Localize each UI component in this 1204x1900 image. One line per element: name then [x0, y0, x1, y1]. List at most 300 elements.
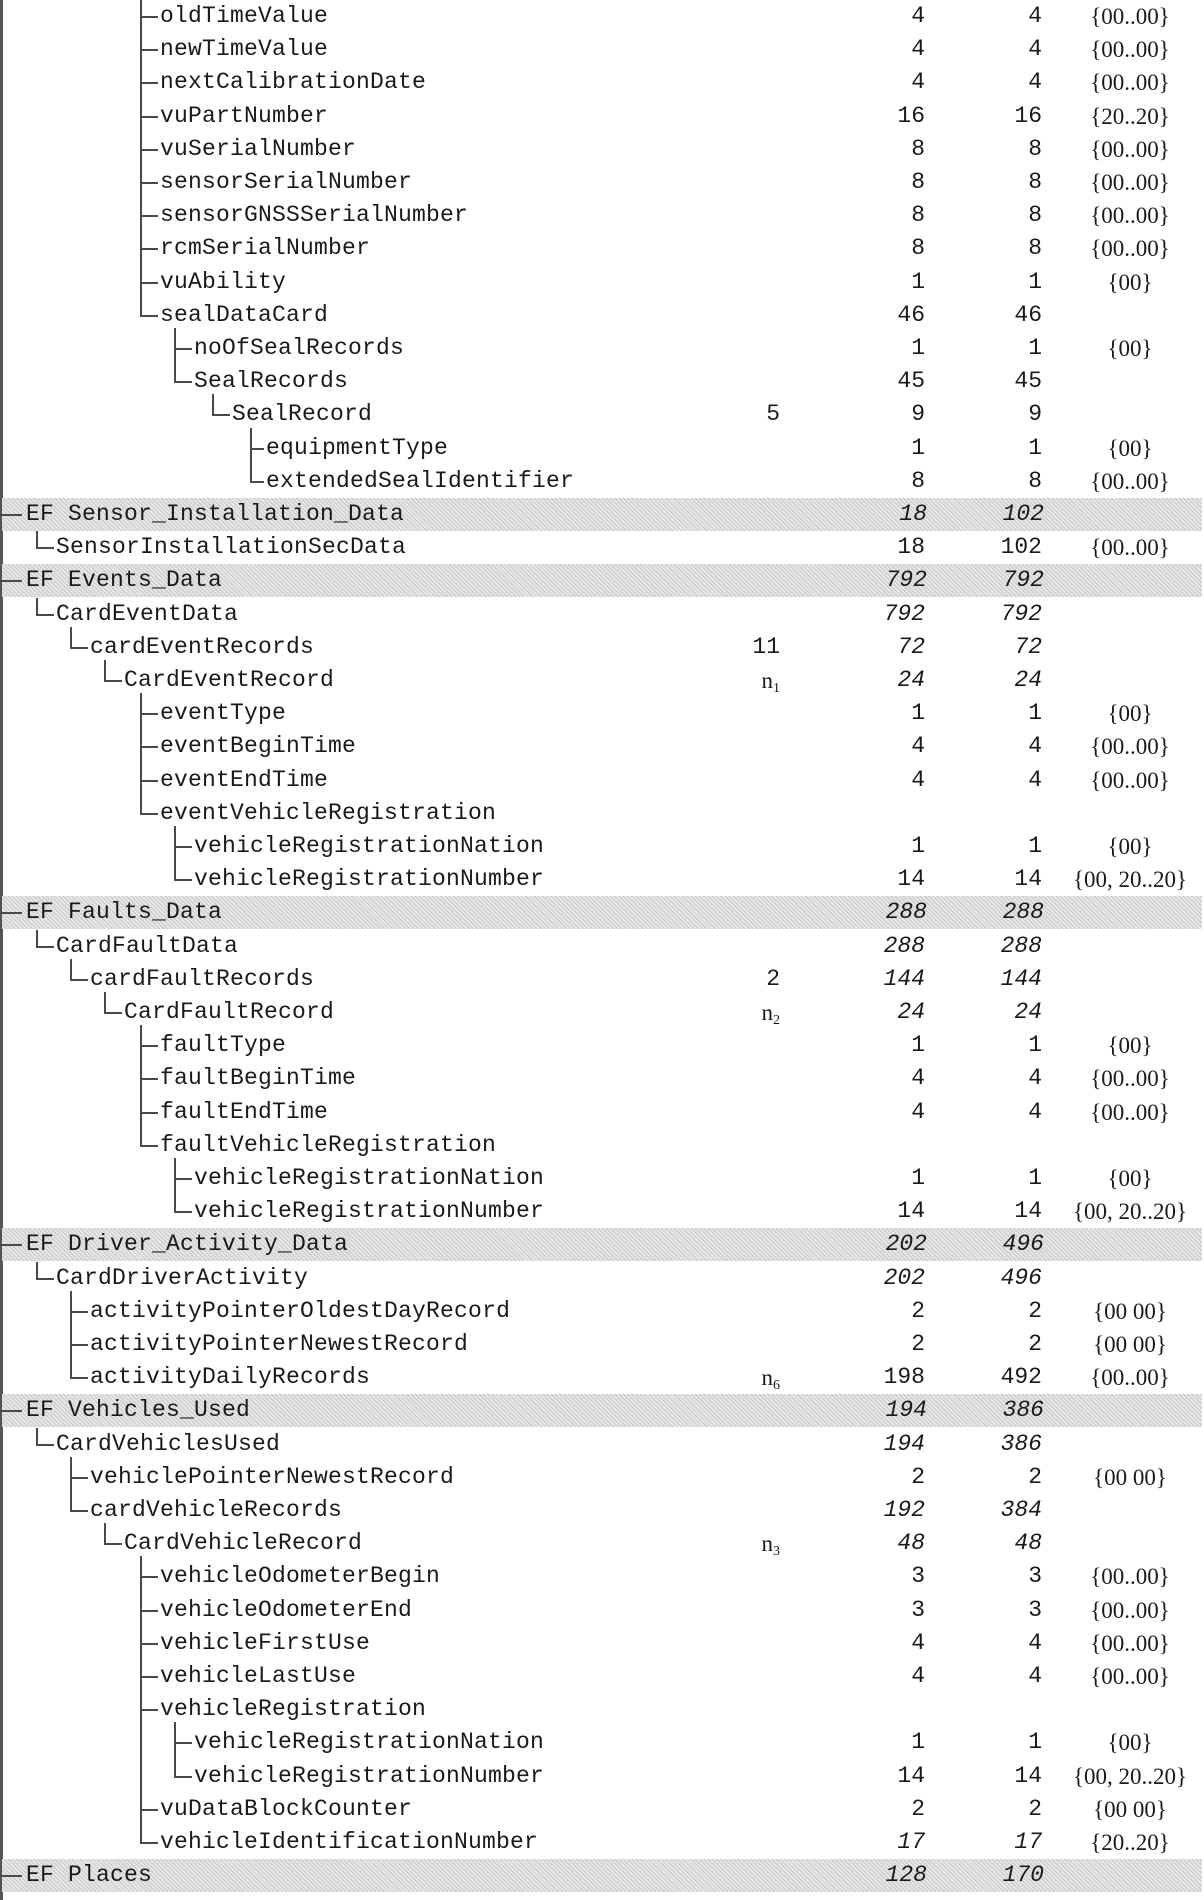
tree-branch — [140, 116, 158, 118]
default-value-cell: {00..00} — [1090, 4, 1170, 29]
tree-branch — [140, 746, 158, 748]
default-value-cell: {00..00} — [1090, 767, 1170, 793]
tree-line — [140, 149, 142, 183]
tree-branch — [0, 1410, 22, 1412]
tree-branch — [0, 1875, 22, 1877]
table-row — [0, 1494, 1204, 1527]
field-name: vehicleIdentificationNumber — [160, 1829, 539, 1855]
tree-line — [36, 531, 38, 548]
field-name: eventType — [160, 700, 287, 727]
tree-line — [140, 1576, 142, 1610]
tree-line — [70, 1457, 72, 1478]
min-size-cell: 8 — [911, 235, 925, 262]
ef-header-row — [2, 1859, 1202, 1892]
max-size-cell: 14 — [1014, 866, 1042, 893]
default-value-cell: {00..00} — [1090, 37, 1170, 63]
default-value-cell — [1055, 398, 1204, 431]
tree-branch — [140, 1842, 158, 1844]
max-size-cell: 384 — [1000, 1497, 1042, 1523]
max-size-cell: 72 — [1014, 633, 1042, 660]
field-name: sensorSerialNumber — [160, 169, 413, 195]
default-value-cell: {00..00} — [1090, 1597, 1170, 1623]
tree-branch — [174, 1776, 192, 1778]
min-size-cell: 4 — [911, 1629, 925, 1656]
tree-branch — [140, 282, 158, 284]
tree-line — [174, 826, 176, 847]
tree-line — [104, 660, 106, 681]
default-value-cell: {00} — [1107, 1166, 1153, 1191]
max-size-cell: 24 — [1014, 999, 1042, 1025]
table-row — [0, 1328, 1204, 1361]
default-value-cell: {00} — [1107, 1033, 1153, 1059]
max-size-cell — [950, 797, 1042, 830]
min-size-cell: 288 — [885, 899, 927, 926]
default-value-cell: {00} — [1107, 336, 1153, 361]
ef-header-row — [2, 564, 1202, 597]
table-row — [0, 199, 1204, 232]
tree-line — [140, 282, 142, 316]
occurrence-text: 5 — [766, 401, 780, 428]
tree-branch — [140, 1610, 158, 1612]
field-name: CardEventData — [56, 600, 239, 627]
tree-branch — [104, 680, 122, 682]
field-name: vehicleLastUse — [160, 1663, 357, 1689]
tree-line — [140, 1112, 142, 1146]
max-size-cell: 2 — [1028, 1795, 1042, 1822]
table-row — [0, 1793, 1204, 1826]
max-size-cell — [950, 1129, 1042, 1162]
field-name: faultBeginTime — [160, 1065, 357, 1092]
min-size-cell: 1 — [911, 1032, 925, 1059]
table-row — [0, 531, 1204, 564]
occurrence-cell — [700, 1527, 780, 1560]
field-name: EF Driver_Activity_Data — [26, 1231, 349, 1258]
tree-branch — [140, 713, 158, 715]
tree-branch — [140, 1078, 158, 1080]
occurrence-subscript: 3 — [773, 1544, 780, 1560]
max-size-cell: 4 — [1028, 766, 1042, 793]
min-size-cell: 14 — [897, 1198, 925, 1225]
min-size-cell: 202 — [883, 1264, 925, 1291]
tree-branch — [140, 813, 158, 815]
min-size-cell: 14 — [897, 866, 925, 893]
field-name: SealRecords — [194, 368, 349, 395]
table-row — [0, 1627, 1204, 1660]
occurrence-cell — [700, 1361, 780, 1394]
field-name: eventEndTime — [160, 766, 329, 793]
tree-branch — [140, 82, 158, 84]
max-size-cell: 8 — [1028, 235, 1042, 262]
field-name: CardFaultData — [56, 932, 239, 959]
tree-branch — [174, 1742, 192, 1744]
tree-branch — [70, 647, 88, 649]
max-size-cell: 1 — [1028, 700, 1042, 727]
max-size-cell: 170 — [1002, 1862, 1044, 1889]
max-size-cell: 45 — [1014, 368, 1042, 395]
max-size-cell: 46 — [1014, 301, 1042, 328]
min-size-cell: 2 — [911, 1463, 925, 1490]
default-value-cell — [1055, 299, 1204, 332]
field-name: faultType — [160, 1032, 287, 1059]
field-name: vehicleOdometerEnd — [160, 1596, 413, 1623]
max-size-cell: 4 — [1028, 1065, 1042, 1092]
default-value-cell: {00..00} — [1090, 734, 1170, 760]
min-size-cell: 18 — [899, 501, 927, 527]
default-value-cell: {00..00} — [1090, 1664, 1170, 1689]
max-size-cell: 4 — [1028, 36, 1042, 63]
default-value-cell: {00 00} — [1093, 1332, 1167, 1357]
tree-branch — [140, 1709, 158, 1711]
default-value-cell: {00..00} — [1090, 236, 1170, 262]
max-size-cell: 1 — [1028, 268, 1042, 295]
tree-line — [140, 1643, 142, 1677]
field-name: vuAbility — [160, 268, 287, 295]
table-row — [0, 465, 1204, 498]
occurrence-text: n — [761, 1531, 773, 1557]
min-size-cell: 1 — [911, 833, 925, 859]
tree-line — [174, 846, 176, 880]
table-row — [0, 0, 1204, 33]
max-size-cell: 386 — [1002, 1397, 1044, 1424]
min-size-cell: 4 — [911, 36, 925, 63]
max-size-cell: 1 — [1028, 335, 1042, 361]
default-value-cell: {00..00} — [1090, 1365, 1170, 1391]
tree-branch — [140, 149, 158, 151]
table-row — [0, 1461, 1204, 1494]
tree-branch — [174, 381, 192, 383]
tree-line — [140, 16, 142, 50]
min-size-cell: 14 — [897, 1762, 925, 1789]
tree-line — [140, 1809, 142, 1843]
tree-line — [140, 215, 142, 249]
min-size-cell: 1 — [911, 434, 925, 461]
occurrence-cell — [700, 398, 780, 431]
tree-line — [212, 394, 214, 415]
tree-branch — [140, 315, 158, 317]
field-name: vehicleRegistrationNumber — [194, 1762, 545, 1789]
tree-line — [140, 49, 142, 83]
default-value-cell: {20..20} — [1090, 1830, 1170, 1855]
table-row — [0, 963, 1204, 996]
min-size-cell: 4 — [911, 3, 925, 29]
tree-branch — [140, 1809, 158, 1811]
min-size-cell: 194 — [883, 1430, 925, 1457]
default-value-cell: {00..00} — [1090, 1564, 1170, 1590]
field-name: activityDailyRecords — [90, 1364, 371, 1391]
field-name: vehicleRegistrationNation — [194, 1729, 545, 1756]
min-size-cell: 4 — [911, 1663, 925, 1689]
field-name: EF Places — [26, 1862, 153, 1889]
field-name: eventBeginTime — [160, 733, 357, 760]
field-name: nextCalibrationDate — [160, 69, 427, 96]
default-value-cell — [1057, 1228, 1204, 1261]
tree-line — [36, 1262, 38, 1279]
min-size-cell: 2 — [911, 1331, 925, 1357]
min-size-cell: 1 — [911, 1729, 925, 1756]
tree-branch — [70, 1477, 88, 1479]
occurrence-text: 2 — [766, 965, 780, 992]
field-name: cardVehicleRecords — [90, 1497, 343, 1523]
table-row — [0, 764, 1204, 797]
min-size-cell: 2 — [911, 1795, 925, 1822]
field-name: sealDataCard — [160, 301, 329, 328]
table-row — [0, 1660, 1204, 1693]
max-size-cell: 3 — [1028, 1596, 1042, 1623]
field-name: extendedSealIdentifier — [266, 467, 575, 494]
tree-line — [140, 1676, 142, 1710]
max-size-cell: 14 — [1014, 1198, 1042, 1225]
table-row — [0, 1826, 1204, 1859]
min-size-cell: 198 — [883, 1364, 925, 1391]
field-name: EF Events_Data — [26, 567, 223, 594]
max-size-cell: 4 — [1028, 1098, 1042, 1125]
max-size-cell: 8 — [1028, 202, 1042, 229]
max-size-cell: 2 — [1028, 1331, 1042, 1357]
tree-line — [70, 1477, 72, 1511]
field-name: equipmentType — [266, 434, 449, 461]
max-size-cell: 1 — [1028, 1032, 1042, 1059]
min-size-cell: 3 — [911, 1563, 925, 1590]
min-size-cell: 202 — [885, 1231, 927, 1258]
default-value-cell: {00 00} — [1093, 1464, 1167, 1490]
table-row — [0, 332, 1204, 365]
table-row — [0, 1162, 1204, 1195]
default-value-cell: {00, 20..20} — [1072, 1763, 1188, 1789]
max-size-cell: 4 — [1028, 69, 1042, 96]
default-value-cell: {20..20} — [1090, 103, 1170, 129]
field-name: SealRecord — [232, 401, 373, 428]
field-name: CardEventRecord — [124, 667, 335, 693]
table-row — [0, 1594, 1204, 1627]
ef-header-row — [2, 1228, 1202, 1261]
tree-branch — [140, 1576, 158, 1578]
max-size-cell: 792 — [1002, 567, 1044, 594]
table-row — [0, 598, 1204, 631]
ef-header-row — [2, 896, 1202, 929]
max-size-cell: 792 — [1000, 600, 1042, 627]
field-name: vehicleRegistrationNation — [194, 833, 545, 859]
min-size-cell: 1 — [911, 335, 925, 361]
default-value-cell: {00..00} — [1090, 468, 1170, 494]
occurrence-cell — [700, 631, 780, 664]
default-value-cell — [1055, 1527, 1204, 1560]
occurrence-text: n — [761, 1365, 773, 1391]
max-size-cell: 492 — [1000, 1364, 1042, 1391]
default-value-cell — [1055, 664, 1204, 697]
default-value-cell — [1057, 896, 1204, 929]
tree-branch — [140, 182, 158, 184]
default-value-cell: {00} — [1107, 269, 1153, 295]
occurrence-cell — [700, 996, 780, 1029]
tree-branch — [174, 1178, 192, 1180]
min-size-cell: 16 — [897, 102, 925, 129]
table-row — [0, 996, 1204, 1029]
tree-line — [140, 1556, 142, 1577]
default-value-cell — [1055, 1428, 1204, 1461]
tree-branch — [70, 1311, 88, 1313]
table-row — [0, 1029, 1204, 1062]
default-value-cell: {00} — [1107, 435, 1153, 461]
max-size-cell: 3 — [1028, 1563, 1042, 1590]
tree-branch — [0, 514, 22, 516]
default-value-cell: {00..00} — [1090, 1099, 1170, 1125]
field-name: CardFaultRecord — [124, 999, 335, 1025]
default-value-cell — [1057, 564, 1204, 597]
min-size-cell: 144 — [883, 965, 925, 992]
occurrence-text: n — [761, 1000, 773, 1025]
table-row — [0, 1262, 1204, 1295]
table-row — [0, 1062, 1204, 1095]
min-size-cell: 17 — [897, 1829, 925, 1855]
table-row — [0, 166, 1204, 199]
table-row — [0, 1693, 1204, 1726]
min-size-cell: 24 — [897, 667, 925, 693]
field-name: activityPointerOldestDayRecord — [90, 1297, 511, 1324]
tree-line — [140, 1025, 142, 1046]
field-name: activityPointerNewestRecord — [90, 1331, 469, 1357]
table-row — [0, 365, 1204, 398]
field-name: vehicleRegistration — [160, 1696, 427, 1723]
tree-branch — [140, 248, 158, 250]
min-size-cell: 194 — [885, 1397, 927, 1424]
max-size-cell: 4 — [1028, 1629, 1042, 1656]
table-row — [0, 33, 1204, 66]
tree-branch — [36, 547, 54, 549]
field-name: vehicleRegistrationNumber — [194, 866, 545, 893]
max-size-cell: 496 — [1002, 1231, 1044, 1258]
default-value-cell — [1055, 930, 1204, 963]
occurrence-text: n — [761, 668, 773, 693]
field-name: CardVehicleRecord — [124, 1530, 363, 1557]
table-row — [0, 1361, 1204, 1394]
tree-line — [140, 248, 142, 282]
tree-branch — [140, 49, 158, 51]
max-size-cell: 8 — [1028, 169, 1042, 195]
ef-header-row — [2, 498, 1202, 531]
tree-branch — [36, 1278, 54, 1280]
tree-line — [140, 1078, 142, 1112]
min-size-cell: 1 — [911, 700, 925, 727]
min-size-cell — [830, 1129, 925, 1162]
max-size-cell: 16 — [1014, 102, 1042, 129]
tree-branch — [174, 846, 192, 848]
table-row — [0, 432, 1204, 465]
tree-line — [104, 1523, 106, 1544]
field-name: SensorInstallationSecData — [56, 534, 407, 561]
occurrence-text: 11 — [752, 633, 780, 660]
min-size-cell: 72 — [897, 633, 925, 660]
field-name: vuDataBlockCounter — [160, 1795, 413, 1822]
default-value-cell: {00} — [1107, 1730, 1153, 1756]
tree-branch — [104, 1012, 122, 1014]
field-name: EF Vehicles_Used — [26, 1397, 251, 1424]
min-size-cell: 48 — [897, 1530, 925, 1557]
table-row — [0, 1096, 1204, 1129]
tree-line — [70, 1291, 72, 1312]
default-value-cell — [1055, 996, 1204, 1029]
tree-line — [140, 713, 142, 747]
table-row — [0, 631, 1204, 664]
max-size-cell: 14 — [1014, 1762, 1042, 1789]
tree-branch — [70, 1510, 88, 1512]
field-name: CardVehiclesUsed — [56, 1430, 281, 1457]
min-size-cell: 24 — [897, 999, 925, 1025]
field-name: vehicleRegistrationNumber — [194, 1198, 545, 1225]
table-row — [0, 730, 1204, 763]
tree-line — [140, 82, 142, 116]
default-value-cell: {00 00} — [1093, 1796, 1167, 1822]
max-size-cell: 17 — [1014, 1829, 1042, 1855]
default-value-cell — [1055, 1494, 1204, 1527]
default-value-cell: {00} — [1107, 834, 1153, 859]
max-size-cell: 1 — [1028, 1165, 1042, 1191]
table-row — [0, 1195, 1204, 1228]
tree-line — [140, 0, 142, 17]
field-name: vehicleOdometerBegin — [160, 1563, 441, 1590]
tree-branch — [140, 16, 158, 18]
max-size-cell: 288 — [1002, 899, 1044, 926]
tree-line — [174, 328, 176, 349]
min-size-cell: 4 — [911, 1065, 925, 1092]
min-size-cell: 4 — [911, 69, 925, 96]
default-value-cell: {00} — [1107, 701, 1153, 727]
table-row — [0, 299, 1204, 332]
tree-line — [140, 1709, 142, 1810]
occurrence-cell — [700, 664, 780, 697]
field-name: EF Faults_Data — [26, 899, 223, 926]
field-name: vuPartNumber — [160, 102, 329, 129]
min-size-cell: 46 — [897, 301, 925, 328]
tree-branch — [250, 481, 264, 483]
max-size-cell: 8 — [1028, 135, 1042, 162]
table-row — [0, 830, 1204, 863]
occurrence-subscript: 1 — [773, 681, 780, 696]
min-size-cell: 792 — [885, 567, 927, 594]
table-row — [0, 398, 1204, 431]
tree-line — [70, 627, 72, 648]
default-value-cell: {00..00} — [1090, 136, 1170, 162]
table-row — [0, 664, 1204, 697]
max-size-cell: 24 — [1014, 667, 1042, 693]
tree-line — [104, 992, 106, 1013]
field-name: EF Sensor_Installation_Data — [26, 501, 405, 527]
tree-line — [140, 746, 142, 780]
field-name: vehicleFirstUse — [160, 1629, 371, 1656]
field-name: noOfSealRecords — [194, 335, 405, 361]
table-row — [0, 797, 1204, 830]
field-name: faultVehicleRegistration — [160, 1131, 497, 1158]
occurrence-cell — [700, 963, 780, 996]
tree-line — [70, 959, 72, 980]
tree-branch — [36, 1444, 54, 1446]
min-size-cell: 792 — [883, 600, 925, 627]
default-value-cell: {00, 20..20} — [1072, 1199, 1188, 1225]
max-size-cell: 1 — [1028, 1729, 1042, 1756]
default-value-cell — [1057, 498, 1204, 531]
field-name: newTimeValue — [160, 36, 329, 63]
tree-branch — [174, 1211, 192, 1213]
max-size-cell: 4 — [1028, 3, 1042, 29]
tree-branch — [0, 1244, 22, 1246]
tree-line — [70, 1344, 72, 1378]
tree-line — [36, 598, 38, 615]
tree-line — [174, 348, 176, 382]
tree-line — [36, 1428, 38, 1445]
default-value-cell: {00, 20..20} — [1072, 867, 1188, 893]
min-size-cell: 3 — [911, 1596, 925, 1623]
max-size-cell: 9 — [1028, 401, 1042, 428]
default-value-cell — [1055, 365, 1204, 398]
